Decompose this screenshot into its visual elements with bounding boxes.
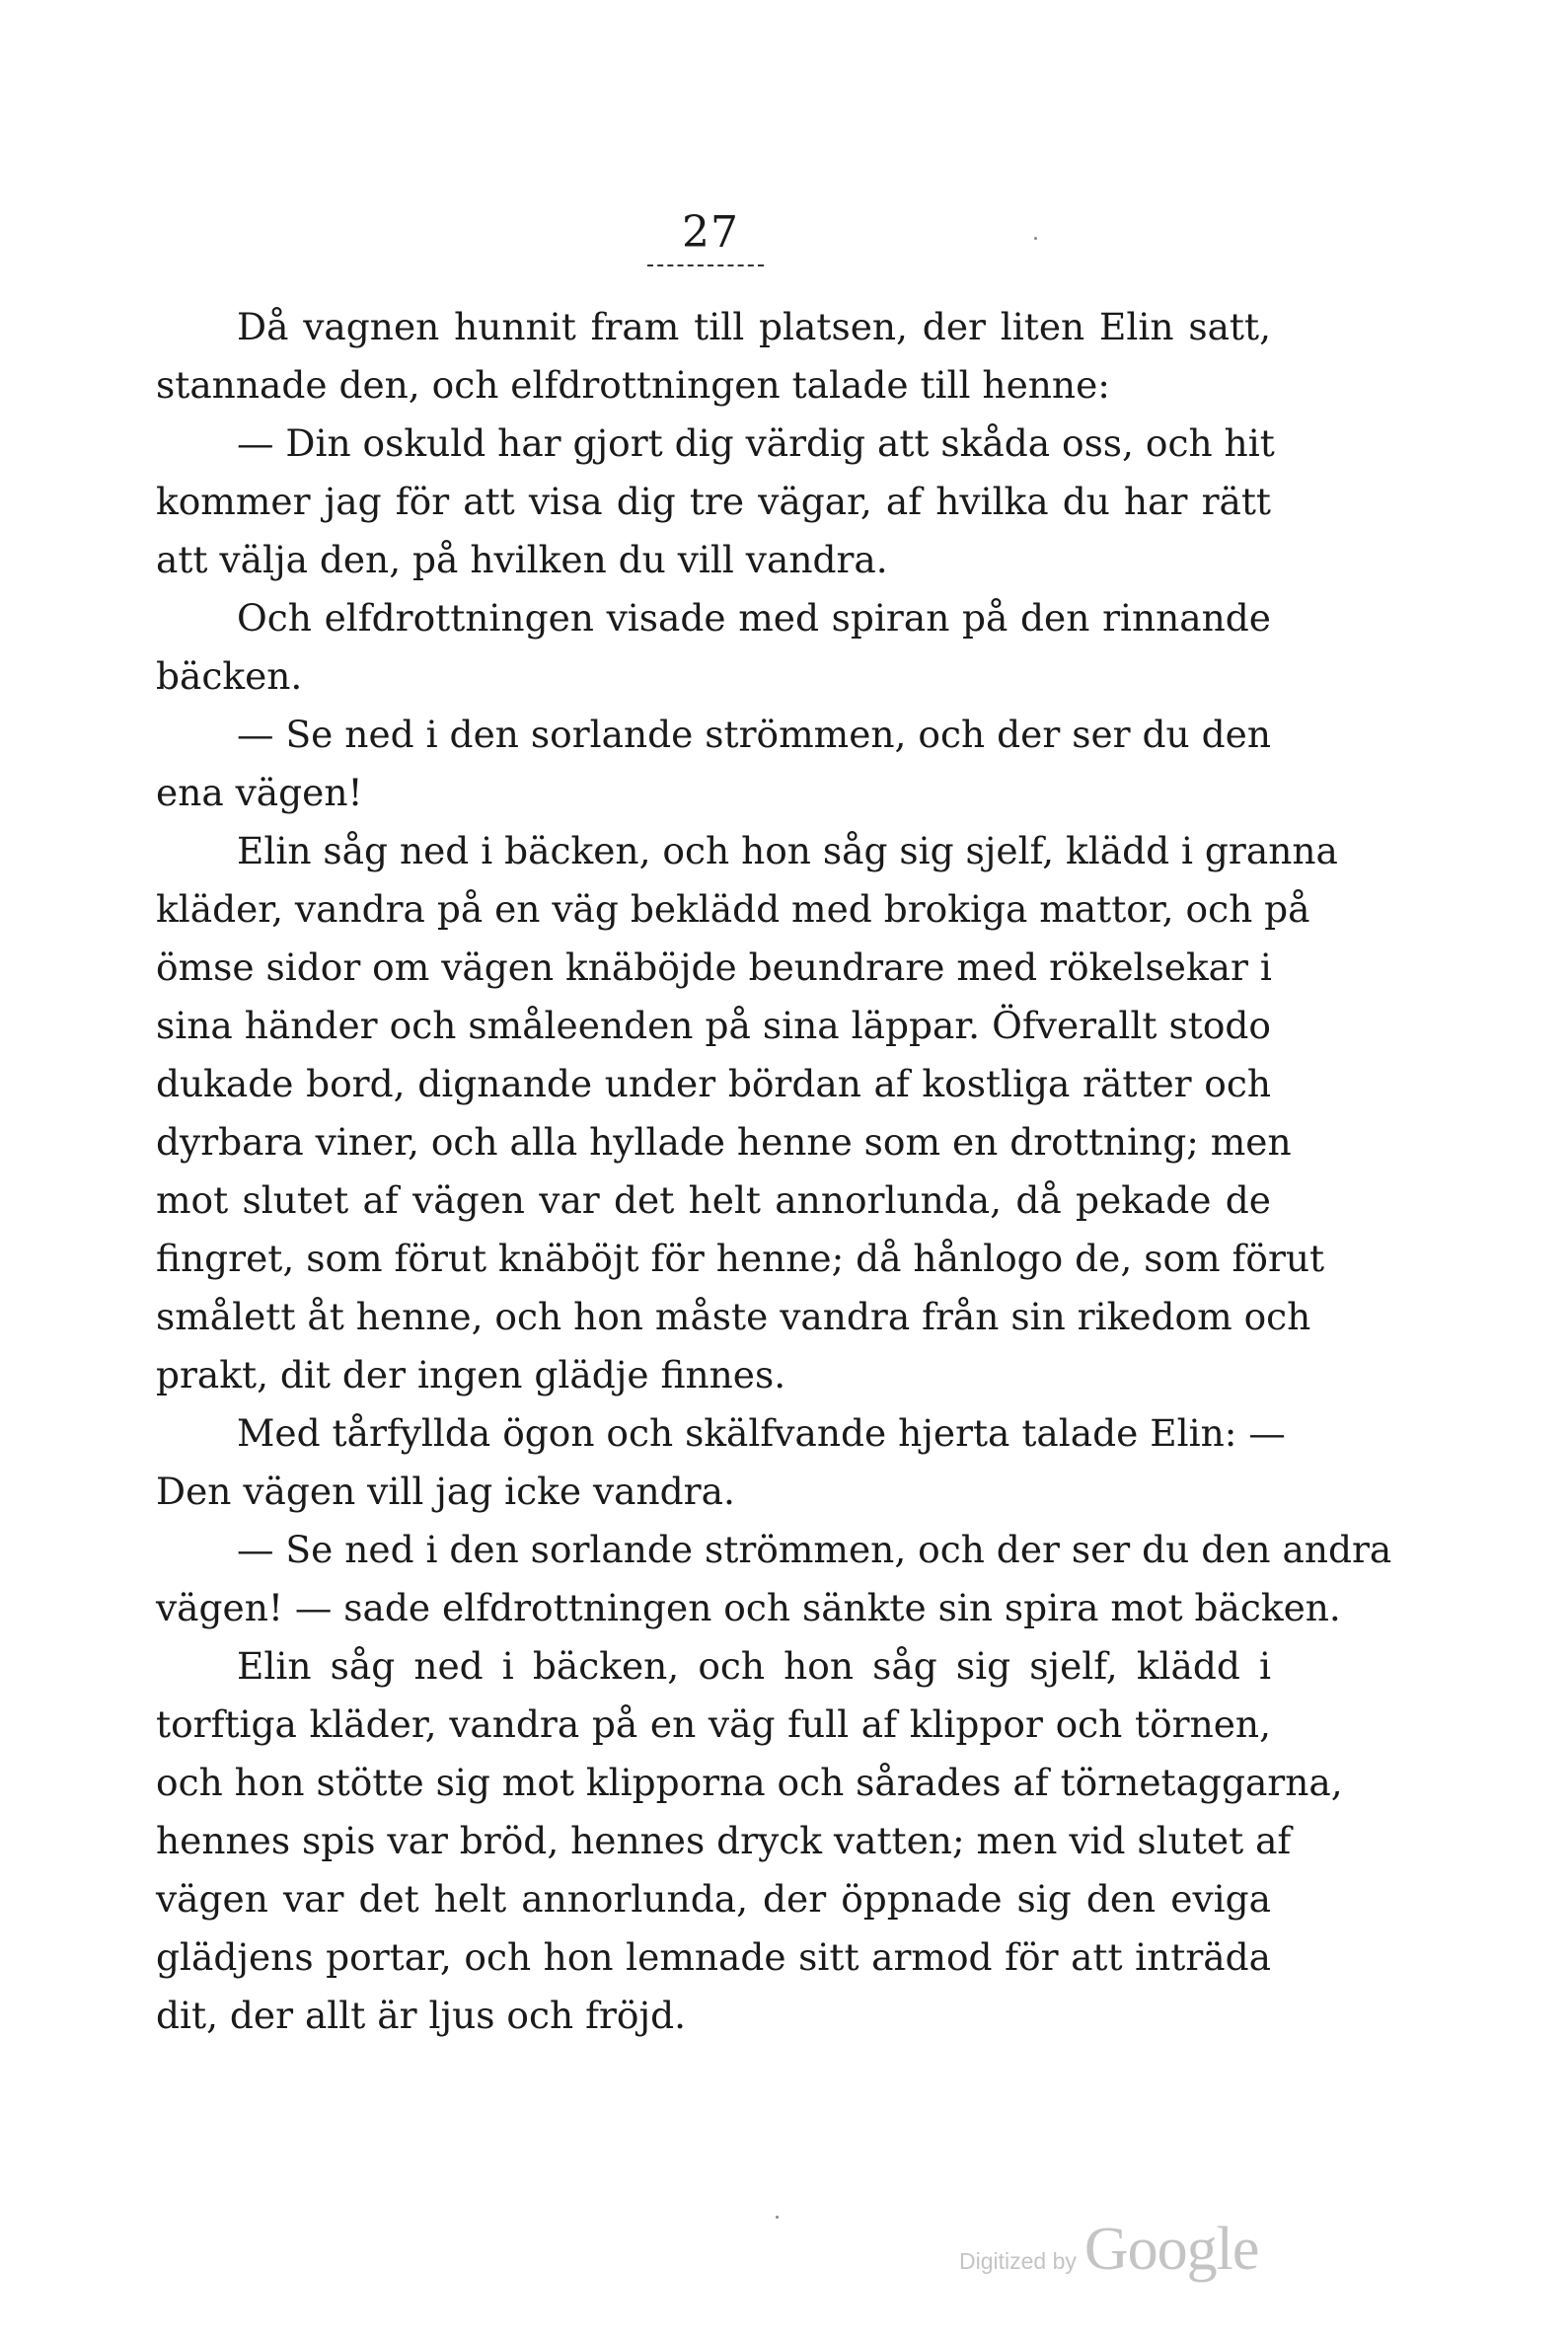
text-line: vägen var det helt annorlunda, der öppnade sig den eviga [156,1877,1271,1921]
text-line: prakt, dit der ingen glädje finnes. [156,1353,786,1396]
text-line: dukade bord, dignande under bördan af kostliga rätter och [156,1062,1271,1105]
text-line: att välja den, på hvilken du vill vandra. [156,538,888,581]
text-line: smålett åt henne, och hon måste vandra från sin rikedom och [156,1295,1311,1338]
text-line: — Din oskuld har gjort dig värdig att skåda oss, och hit [237,421,1275,465]
text-line: stannade den, och elfdrottningen talade till henne: [156,363,1110,407]
text-line: och hon stötte sig mot klipporna och sårades af törnetaggarna, [156,1761,1343,1804]
digitized-by-google-watermark [959,2215,1258,2285]
text-line: — Se ned i den sorlande strömmen, och der ser du den [237,713,1271,756]
text-line: fingret, som förut knäböjt för henne; då hånlogo de, som förut [156,1237,1325,1280]
text-line: vägen! — sade elfdrottningen och sänkte sin spira mot bäcken. [156,1586,1341,1629]
text-line: Då vagnen hunnit fram till platsen, der liten Elin satt, [237,305,1271,348]
stray-mark [776,2216,779,2219]
watermark-prefix: Digitized by [959,2248,1077,2274]
google-logo: Google [1083,2216,1259,2283]
text-line: dit, der allt är ljus och fröjd. [156,1994,687,2037]
text-line: torftiga kläder, vandra på en väg full af klippor och törnen, [156,1702,1271,1746]
text-line: Med tårfyllda ögon och skälfvande hjerta talade Elin: — [237,1411,1286,1455]
text-line: Elin såg ned i bäcken, och hon såg sig sjelf, klädd i granna [237,829,1338,872]
text-line: kläder, vandra på en väg beklädd med brokiga mattor, och på [156,887,1310,931]
text-line: Och elfdrottningen visade med spiran på den rinnande [237,596,1271,640]
text-line: sina händer och småleenden på sina läppar. Öfverallt stodo [156,1004,1271,1047]
text-line: dyrbara viner, och alla hyllade henne som en drottning; men [156,1120,1292,1164]
body-text [156,298,1392,2045]
text-line: ena vägen! [156,771,363,814]
page-number: 27 [682,207,739,258]
text-line: bäcken. [156,654,303,698]
text-line: mot slutet af vägen var det helt annorlunda, då pekade de [156,1178,1271,1222]
text-line: kommer jag för att visa dig tre vägar, af hvilka du har rätt [156,480,1271,523]
text-line: glädjens portar, och hon lemnade sitt armod för att inträda [156,1935,1271,1979]
text-line: hennes spis var bröd, hennes dryck vatten; men vid slutet af [156,1819,1292,1862]
stray-mark [1034,237,1037,240]
text-line: ömse sidor om vägen knäböjde beundrare med rökelsekar i [156,945,1272,989]
page-number-rule [647,264,764,266]
text-line: — Se ned i den sorlande strömmen, och der ser du den andra [237,1528,1392,1571]
text-line: Elin såg ned i bäcken, och hon såg sig sjelf, klädd i [237,1644,1271,1688]
text-line: Den vägen vill jag icke vandra. [156,1470,735,1513]
